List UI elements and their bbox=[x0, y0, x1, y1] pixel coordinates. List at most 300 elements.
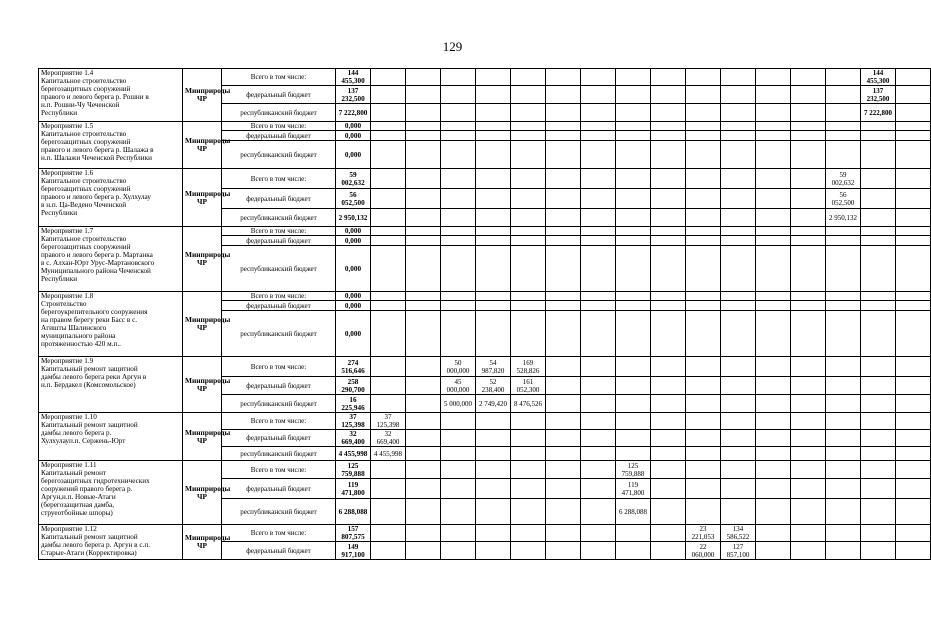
year-amount-cell bbox=[511, 311, 546, 357]
year-amount-cell bbox=[511, 86, 546, 104]
year-amount-cell bbox=[546, 479, 581, 499]
year-amount-cell bbox=[546, 447, 581, 461]
year-amount-cell bbox=[581, 357, 616, 377]
year-amount-cell bbox=[861, 542, 896, 560]
year-amount-cell bbox=[651, 357, 686, 377]
total-amount: 0,000 bbox=[336, 122, 371, 131]
year-amount-cell bbox=[896, 447, 931, 461]
year-amount-cell bbox=[861, 413, 896, 430]
measure-description-line: Капитальное строительство bbox=[41, 130, 127, 138]
year-amount-cell bbox=[896, 246, 931, 292]
year-amount-cell: 144 455,300 bbox=[861, 69, 896, 86]
year-amount-cell bbox=[896, 461, 931, 479]
year-amount-cell bbox=[861, 377, 896, 395]
year-amount-cell bbox=[546, 189, 581, 209]
measure-description-line: протяженностью 420 м.п.. bbox=[41, 340, 121, 348]
year-amount-cell bbox=[861, 209, 896, 227]
year-amount-cell bbox=[826, 542, 861, 560]
measure-description-line: дамбы левого берега р. bbox=[41, 429, 112, 437]
total-amount: 149 917,100 bbox=[336, 542, 371, 560]
executor-line: Минприроды bbox=[185, 86, 231, 95]
year-amount-cell bbox=[826, 447, 861, 461]
year-amount-cell bbox=[791, 131, 826, 141]
year-amount-cell bbox=[476, 311, 511, 357]
year-amount-cell bbox=[721, 499, 756, 525]
year-amount-cell bbox=[826, 525, 861, 542]
year-amount-cell bbox=[861, 122, 896, 131]
year-amount-cell bbox=[616, 542, 651, 560]
executor-line: ЧР bbox=[197, 323, 207, 332]
year-amount-cell bbox=[686, 169, 721, 189]
year-amount-cell bbox=[511, 499, 546, 525]
table-row bbox=[39, 525, 931, 542]
funding-source-label: республиканский бюджет bbox=[222, 246, 336, 292]
year-amount-cell bbox=[651, 413, 686, 430]
year-amount-cell bbox=[896, 189, 931, 209]
measure-description bbox=[39, 292, 183, 357]
year-amount-cell bbox=[826, 301, 861, 311]
total-amount: 0,000 bbox=[336, 227, 371, 236]
executor-line: Минприроды bbox=[185, 427, 231, 437]
year-amount-cell bbox=[511, 447, 546, 461]
year-amount-cell bbox=[756, 377, 791, 395]
year-amount-cell bbox=[651, 525, 686, 542]
year-amount-cell bbox=[756, 122, 791, 131]
year-amount-cell bbox=[581, 499, 616, 525]
year-amount-cell bbox=[826, 122, 861, 131]
year-amount-cell bbox=[826, 461, 861, 479]
year-amount-cell bbox=[686, 395, 721, 413]
year-amount-cell: 6 288,088 bbox=[616, 499, 651, 525]
year-amount-cell bbox=[441, 301, 476, 311]
year-amount-cell bbox=[651, 169, 686, 189]
year-amount-cell bbox=[861, 246, 896, 292]
total-amount: 0,000 bbox=[336, 236, 371, 246]
measure-description-line: на правом берегу реки Басс в с. bbox=[41, 316, 138, 324]
year-amount-cell bbox=[896, 236, 931, 246]
table-row bbox=[39, 227, 931, 236]
year-amount-cell bbox=[721, 246, 756, 292]
year-amount-cell bbox=[756, 131, 791, 141]
measure-description-line: Капитальный ремонт bbox=[41, 469, 107, 477]
year-amount-cell bbox=[756, 430, 791, 447]
measure-description-line: дамбы левого берега р. Аргун в с.п. bbox=[41, 541, 151, 549]
year-amount-cell: 56 052,500 bbox=[826, 189, 861, 209]
year-amount-cell bbox=[441, 141, 476, 169]
year-amount-cell bbox=[861, 131, 896, 141]
year-amount-cell bbox=[756, 447, 791, 461]
year-amount-cell bbox=[826, 69, 861, 86]
year-amount-cell bbox=[511, 246, 546, 292]
year-amount-cell bbox=[756, 292, 791, 301]
measure-description bbox=[39, 69, 183, 122]
year-amount-cell bbox=[896, 479, 931, 499]
year-amount-cell bbox=[721, 122, 756, 131]
year-amount-cell bbox=[546, 499, 581, 525]
year-amount-cell bbox=[406, 227, 441, 236]
total-amount: 56 052,500 bbox=[336, 189, 371, 209]
executor-cell bbox=[183, 122, 231, 169]
measure-description-line: берегозащитных сооружений bbox=[41, 85, 131, 93]
year-amount-cell bbox=[896, 301, 931, 311]
year-amount-cell bbox=[546, 141, 581, 169]
year-amount-cell bbox=[581, 104, 616, 122]
year-amount-cell bbox=[896, 499, 931, 525]
year-amount-cell bbox=[581, 209, 616, 227]
executor-line: ЧР bbox=[197, 435, 207, 445]
measure-description-line: Республики bbox=[41, 109, 78, 117]
executor-cell bbox=[183, 227, 231, 292]
year-amount-cell bbox=[616, 169, 651, 189]
year-amount-cell bbox=[861, 447, 896, 461]
year-amount-cell bbox=[791, 246, 826, 292]
year-amount-cell bbox=[476, 499, 511, 525]
year-amount-cell bbox=[721, 430, 756, 447]
year-amount-cell bbox=[546, 69, 581, 86]
year-amount-cell bbox=[581, 447, 616, 461]
year-amount-cell bbox=[406, 69, 441, 86]
year-amount-cell: 23 221,053 bbox=[686, 525, 721, 542]
year-amount-cell bbox=[651, 311, 686, 357]
year-amount-cell bbox=[406, 104, 441, 122]
year-amount-cell bbox=[826, 292, 861, 301]
year-amount-cell: 54 987,820 bbox=[476, 357, 511, 377]
year-amount-cell bbox=[756, 69, 791, 86]
year-amount-cell bbox=[406, 169, 441, 189]
year-amount-cell bbox=[651, 479, 686, 499]
year-amount-cell bbox=[756, 542, 791, 560]
year-amount-cell bbox=[861, 169, 896, 189]
measure-description-line: Мероприятие 1.11 bbox=[41, 461, 97, 469]
year-amount-cell bbox=[896, 292, 931, 301]
executor-cell bbox=[183, 357, 231, 413]
year-amount-cell bbox=[406, 542, 441, 560]
measure-description-line: берегозащитных сооружений bbox=[41, 243, 131, 251]
year-amount-cell bbox=[546, 301, 581, 311]
executor-line: ЧР bbox=[197, 541, 207, 550]
measure-description-line: Мероприятие 1.6 bbox=[41, 169, 94, 177]
funding-source-label: федеральный бюджет bbox=[222, 236, 336, 246]
total-amount: 144 455,300 bbox=[336, 69, 371, 86]
year-amount-cell bbox=[406, 430, 441, 447]
total-amount: 16 225,946 bbox=[336, 395, 371, 413]
year-amount-cell bbox=[441, 209, 476, 227]
year-amount-cell bbox=[791, 292, 826, 301]
measure-description-line: берегозащитных гидротехнических bbox=[41, 477, 150, 485]
executor-line: Минприроды bbox=[185, 136, 231, 145]
year-amount-cell bbox=[756, 86, 791, 104]
executor-line: Минприроды bbox=[185, 375, 231, 385]
measure-description-line: берегозащитных сооружений bbox=[41, 185, 131, 193]
year-amount-cell bbox=[406, 479, 441, 499]
total-amount: 258 290,700 bbox=[336, 377, 371, 395]
year-amount-cell bbox=[476, 246, 511, 292]
year-amount-cell bbox=[721, 104, 756, 122]
year-amount-cell bbox=[406, 141, 441, 169]
year-amount-cell bbox=[651, 69, 686, 86]
executor-line: ЧР bbox=[197, 196, 207, 206]
total-amount: 0,000 bbox=[336, 131, 371, 141]
year-amount-cell bbox=[756, 461, 791, 479]
year-amount-cell bbox=[686, 357, 721, 377]
year-amount-cell bbox=[686, 209, 721, 227]
year-amount-cell bbox=[511, 104, 546, 122]
total-amount: 157 807,575 bbox=[336, 525, 371, 542]
year-amount-cell bbox=[441, 542, 476, 560]
year-amount-cell bbox=[616, 377, 651, 395]
year-amount-cell bbox=[616, 311, 651, 357]
year-amount-cell bbox=[616, 413, 651, 430]
total-amount: 4 455,998 bbox=[336, 447, 371, 461]
year-amount-cell bbox=[406, 377, 441, 395]
total-amount: 32 669,400 bbox=[336, 430, 371, 447]
year-amount-cell bbox=[896, 122, 931, 131]
year-amount-cell bbox=[896, 131, 931, 141]
year-amount-cell bbox=[651, 461, 686, 479]
year-amount-cell bbox=[651, 447, 686, 461]
year-amount-cell: 127 857,100 bbox=[721, 542, 756, 560]
year-amount-cell: 32 669,400 bbox=[371, 430, 406, 447]
executor-line: Минприроды bbox=[185, 315, 231, 324]
measure-description bbox=[39, 227, 183, 292]
year-amount-cell bbox=[546, 311, 581, 357]
measure-description bbox=[39, 413, 183, 461]
year-amount-cell bbox=[371, 377, 406, 395]
year-amount-cell bbox=[511, 189, 546, 209]
year-amount-cell bbox=[721, 311, 756, 357]
year-amount-cell bbox=[721, 169, 756, 189]
year-amount-cell bbox=[371, 292, 406, 301]
year-amount-cell bbox=[476, 413, 511, 430]
year-amount-cell bbox=[686, 104, 721, 122]
year-amount-cell bbox=[441, 413, 476, 430]
year-amount-cell bbox=[546, 430, 581, 447]
year-amount-cell bbox=[686, 430, 721, 447]
measure-description-line: в н.п. Ца-Ведено Чеченской bbox=[41, 201, 127, 209]
year-amount-cell bbox=[651, 377, 686, 395]
year-amount-cell bbox=[371, 131, 406, 141]
year-amount-cell bbox=[791, 430, 826, 447]
total-amount: 125 759,888 bbox=[336, 461, 371, 479]
total-amount: 59 002,632 bbox=[336, 169, 371, 189]
year-amount-cell bbox=[441, 430, 476, 447]
year-amount-cell bbox=[441, 525, 476, 542]
total-amount: 274 516,646 bbox=[336, 357, 371, 377]
year-amount-cell bbox=[476, 461, 511, 479]
year-amount-cell bbox=[721, 86, 756, 104]
year-amount-cell bbox=[476, 169, 511, 189]
year-amount-cell bbox=[791, 209, 826, 227]
year-amount-cell bbox=[896, 227, 931, 236]
year-amount-cell bbox=[826, 236, 861, 246]
year-amount-cell bbox=[616, 246, 651, 292]
funding-source-label: Всего в том числе: bbox=[222, 169, 336, 189]
year-amount-cell bbox=[511, 542, 546, 560]
year-amount-cell bbox=[896, 104, 931, 122]
year-amount-cell bbox=[686, 461, 721, 479]
year-amount-cell bbox=[476, 209, 511, 227]
year-amount-cell: 134 586,522 bbox=[721, 525, 756, 542]
measure-description-line: дамбы левого берега реки Аргун в bbox=[41, 373, 147, 381]
year-amount-cell bbox=[406, 209, 441, 227]
year-amount-cell bbox=[686, 122, 721, 131]
year-amount-cell: 5 000,000 bbox=[441, 395, 476, 413]
year-amount-cell bbox=[791, 461, 826, 479]
year-amount-cell bbox=[826, 430, 861, 447]
year-amount-cell: 8 476,526 bbox=[511, 395, 546, 413]
measure-description-line: правого и левого берега р. Рошни в bbox=[41, 93, 149, 101]
year-amount-cell: 119 471,800 bbox=[616, 479, 651, 499]
year-amount-cell bbox=[476, 141, 511, 169]
measure-description-line: Мероприятие 1.5 bbox=[41, 122, 94, 130]
year-amount-cell bbox=[581, 461, 616, 479]
year-amount-cell bbox=[896, 209, 931, 227]
total-amount: 7 222,800 bbox=[336, 104, 371, 122]
year-amount-cell bbox=[616, 86, 651, 104]
year-amount-cell bbox=[861, 499, 896, 525]
year-amount-cell bbox=[721, 227, 756, 236]
year-amount-cell bbox=[441, 292, 476, 301]
funding-source-label: Всего в том числе: bbox=[222, 122, 336, 131]
executor-cell bbox=[183, 525, 231, 560]
year-amount-cell bbox=[756, 479, 791, 499]
year-amount-cell bbox=[756, 141, 791, 169]
year-amount-cell bbox=[406, 86, 441, 104]
year-amount-cell bbox=[721, 131, 756, 141]
table-row bbox=[39, 169, 931, 189]
year-amount-cell bbox=[476, 301, 511, 311]
year-amount-cell bbox=[756, 301, 791, 311]
funding-source-label: Всего в том числе: bbox=[222, 227, 336, 236]
measure-description-line: н.п. Бердакел (Комсомольское) bbox=[41, 381, 136, 389]
year-amount-cell bbox=[406, 413, 441, 430]
table-row bbox=[39, 357, 931, 377]
year-amount-cell bbox=[371, 499, 406, 525]
total-amount: 37 125,398 bbox=[336, 413, 371, 430]
year-amount-cell bbox=[791, 141, 826, 169]
year-amount-cell bbox=[826, 395, 861, 413]
year-amount-cell bbox=[441, 311, 476, 357]
funding-source-label: Всего в том числе: bbox=[222, 413, 336, 430]
year-amount-cell bbox=[581, 525, 616, 542]
year-amount-cell bbox=[581, 311, 616, 357]
year-amount-cell bbox=[546, 122, 581, 131]
funding-source-label: федеральный бюджет bbox=[222, 542, 336, 560]
year-amount-cell bbox=[371, 479, 406, 499]
year-amount-cell bbox=[476, 122, 511, 131]
year-amount-cell bbox=[791, 236, 826, 246]
total-amount: 0,000 bbox=[336, 301, 371, 311]
year-amount-cell bbox=[861, 236, 896, 246]
year-amount-cell bbox=[826, 413, 861, 430]
year-amount-cell bbox=[511, 131, 546, 141]
year-amount-cell bbox=[371, 227, 406, 236]
year-amount-cell bbox=[826, 227, 861, 236]
year-amount-cell bbox=[896, 377, 931, 395]
measure-description-line: Мероприятие 1.10 bbox=[41, 413, 97, 421]
year-amount-cell bbox=[581, 227, 616, 236]
year-amount-cell bbox=[896, 430, 931, 447]
year-amount-cell bbox=[476, 292, 511, 301]
year-amount-cell bbox=[406, 499, 441, 525]
year-amount-cell bbox=[651, 301, 686, 311]
year-amount-cell bbox=[581, 377, 616, 395]
year-amount-cell bbox=[721, 461, 756, 479]
year-amount-cell bbox=[721, 69, 756, 86]
year-amount-cell bbox=[896, 525, 931, 542]
year-amount-cell: 52 238,400 bbox=[476, 377, 511, 395]
year-amount-cell bbox=[651, 246, 686, 292]
measure-description-line: н.п. Рошни-Чу Чеченской bbox=[41, 101, 120, 109]
year-amount-cell bbox=[826, 246, 861, 292]
year-amount-cell bbox=[406, 292, 441, 301]
year-amount-cell bbox=[511, 69, 546, 86]
measure-description-line: Капитальное строительство bbox=[41, 235, 127, 243]
funding-source-label: республиканский бюджет bbox=[222, 104, 336, 122]
year-amount-cell bbox=[721, 377, 756, 395]
measure-description-line: берегоукрепительного сооружения bbox=[41, 308, 148, 316]
year-amount-cell bbox=[406, 395, 441, 413]
year-amount-cell bbox=[476, 86, 511, 104]
year-amount-cell bbox=[686, 131, 721, 141]
year-amount-cell bbox=[686, 69, 721, 86]
total-amount: 0,000 bbox=[336, 246, 371, 292]
measure-description-line: Республики bbox=[41, 275, 78, 283]
measure-description-line: н.п. Шалажи Чеченской Республики bbox=[41, 154, 152, 162]
year-amount-cell bbox=[651, 141, 686, 169]
year-amount-cell bbox=[791, 104, 826, 122]
year-amount-cell bbox=[546, 246, 581, 292]
year-amount-cell bbox=[441, 447, 476, 461]
year-amount-cell: 50 000,000 bbox=[441, 357, 476, 377]
executor-line: ЧР bbox=[197, 383, 207, 393]
year-amount-cell bbox=[686, 311, 721, 357]
year-amount-cell bbox=[511, 301, 546, 311]
year-amount-cell bbox=[476, 104, 511, 122]
year-amount-cell bbox=[791, 311, 826, 357]
executor-cell bbox=[183, 292, 231, 357]
year-amount-cell bbox=[546, 86, 581, 104]
year-amount-cell bbox=[826, 479, 861, 499]
year-amount-cell bbox=[581, 430, 616, 447]
year-amount-cell: 2 950,132 bbox=[826, 209, 861, 227]
year-amount-cell bbox=[441, 461, 476, 479]
year-amount-cell bbox=[721, 141, 756, 169]
year-amount-cell bbox=[441, 131, 476, 141]
year-amount-cell bbox=[371, 542, 406, 560]
funding-source-label: Всего в том числе: bbox=[222, 525, 336, 542]
year-amount-cell bbox=[546, 104, 581, 122]
year-amount-cell bbox=[441, 169, 476, 189]
year-amount-cell bbox=[896, 395, 931, 413]
year-amount-cell bbox=[686, 499, 721, 525]
table-row bbox=[39, 413, 931, 430]
measure-description bbox=[39, 357, 183, 413]
year-amount-cell bbox=[476, 430, 511, 447]
year-amount-cell bbox=[826, 311, 861, 357]
year-amount-cell bbox=[616, 525, 651, 542]
table-row bbox=[39, 69, 931, 86]
year-amount-cell bbox=[791, 227, 826, 236]
measure-description-line: Аргун,н.п. Новые-Атаги bbox=[41, 493, 116, 501]
table-row bbox=[39, 122, 931, 131]
year-amount-cell bbox=[511, 479, 546, 499]
year-amount-cell bbox=[511, 169, 546, 189]
year-amount-cell bbox=[791, 169, 826, 189]
year-amount-cell bbox=[756, 169, 791, 189]
year-amount-cell bbox=[651, 292, 686, 301]
year-amount-cell bbox=[791, 447, 826, 461]
